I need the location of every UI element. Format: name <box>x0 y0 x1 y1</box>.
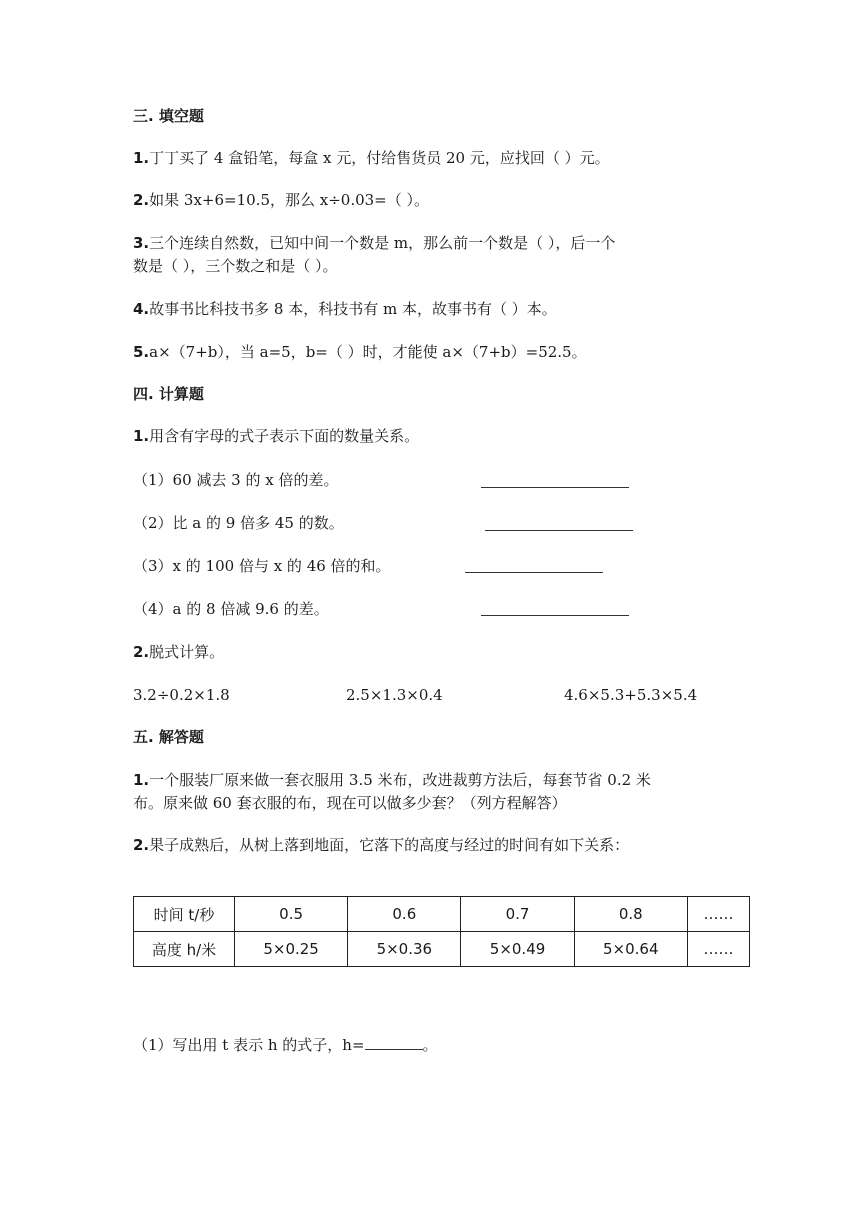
table-row <box>134 932 750 967</box>
table-cell: …… <box>687 932 749 967</box>
section-title-fill-blank: 三. 填空题 <box>133 107 204 125</box>
question-number: 4. <box>133 300 150 318</box>
table-cell: 0.7 <box>461 897 574 932</box>
question-5-2 <box>133 835 629 855</box>
question-text: 如果 3x+6=10.5，那么 x÷0.03=（ ）。 <box>149 191 430 209</box>
question-text: 脱式计算。 <box>149 643 225 661</box>
table-row <box>134 897 750 932</box>
sub-question-suffix: 。 <box>422 1036 438 1054</box>
question-text: 用含有字母的式子表示下面的数量关系。 <box>149 427 420 445</box>
section-title-solve: 五. 解答题 <box>133 728 204 746</box>
question-number: 1. <box>133 427 150 445</box>
answer-blank[interactable] <box>485 530 633 531</box>
sub-question-5-2-1 <box>133 1035 438 1055</box>
sub-question-2: （2）比 a 的 9 倍多 45 的数。 <box>133 514 344 532</box>
table-cell: 5×0.36 <box>348 932 461 967</box>
question-number: 1. <box>133 149 150 167</box>
question-3-1 <box>133 148 610 168</box>
question-5-1-line2: 布。原来做 60 套衣服的布，现在可以做多少套？（列方程解答） <box>133 794 567 812</box>
question-4-1 <box>133 426 419 446</box>
sub-question-1: （1）60 减去 3 的 x 倍的差。 <box>133 471 339 489</box>
question-number: 2. <box>133 836 150 854</box>
table-cell: 0.8 <box>574 897 687 932</box>
question-number: 3. <box>133 234 150 252</box>
answer-blank[interactable] <box>365 1035 423 1050</box>
question-number: 1. <box>133 771 150 789</box>
question-3-3-line1 <box>133 233 615 253</box>
expression-3: 4.6×5.3+5.3×5.4 <box>564 686 698 704</box>
question-number: 2. <box>133 191 150 209</box>
row-header-height: 高度 h/米 <box>134 932 235 967</box>
expression-1: 3.2÷0.2×1.8 <box>133 686 230 704</box>
table-cell: 0.5 <box>235 897 348 932</box>
sub-question-3: （3）x 的 100 倍与 x 的 46 倍的和。 <box>133 557 391 575</box>
question-number: 5. <box>133 343 150 361</box>
question-text: 一个服装厂原来做一套衣服用 3.5 米布，改进裁剪方法后，每套节省 0.2 米 <box>149 771 651 789</box>
question-3-2 <box>133 190 429 210</box>
answer-blank[interactable] <box>465 572 603 573</box>
question-5-1-line1 <box>133 770 651 790</box>
question-4-2 <box>133 642 224 662</box>
row-header-time: 时间 t/秒 <box>134 897 235 932</box>
answer-blank[interactable] <box>481 487 629 488</box>
question-3-5 <box>133 342 587 362</box>
question-text: 三个连续自然数，已知中间一个数是 m，那么前一个数是（ ），后一个 <box>149 234 616 252</box>
question-text: 故事书比科技书多 8 本，科技书有 m 本，故事书有（ ）本。 <box>149 300 557 318</box>
table-cell: 5×0.25 <box>235 932 348 967</box>
question-text: 果子成熟后，从树上落到地面，它落下的高度与经过的时间有如下关系： <box>149 836 630 854</box>
sub-question-4: （4）a 的 8 倍减 9.6 的差。 <box>133 600 329 618</box>
table-cell: 5×0.49 <box>461 932 574 967</box>
expression-2: 2.5×1.3×0.4 <box>346 686 443 704</box>
question-text: a×（7+b），当 a=5，b=（ ）时，才能使 a×（7+b）=52.5。 <box>149 343 587 361</box>
question-number: 2. <box>133 643 150 661</box>
sub-question-text: （1）写出用 t 表示 h 的式子，h= <box>133 1036 365 1054</box>
answer-blank[interactable] <box>481 615 629 616</box>
table-cell: 5×0.64 <box>574 932 687 967</box>
question-text: 丁丁买了 4 盒铅笔，每盒 x 元，付给售货员 20 元，应找回（ ）元。 <box>149 149 610 167</box>
table-cell: 0.6 <box>348 897 461 932</box>
question-3-3-line2: 数是（ ），三个数之和是（ ）。 <box>133 257 338 275</box>
time-height-table <box>133 896 750 967</box>
section-title-calculation: 四. 计算题 <box>133 385 204 403</box>
question-3-4 <box>133 299 557 319</box>
table-cell: …… <box>687 897 749 932</box>
